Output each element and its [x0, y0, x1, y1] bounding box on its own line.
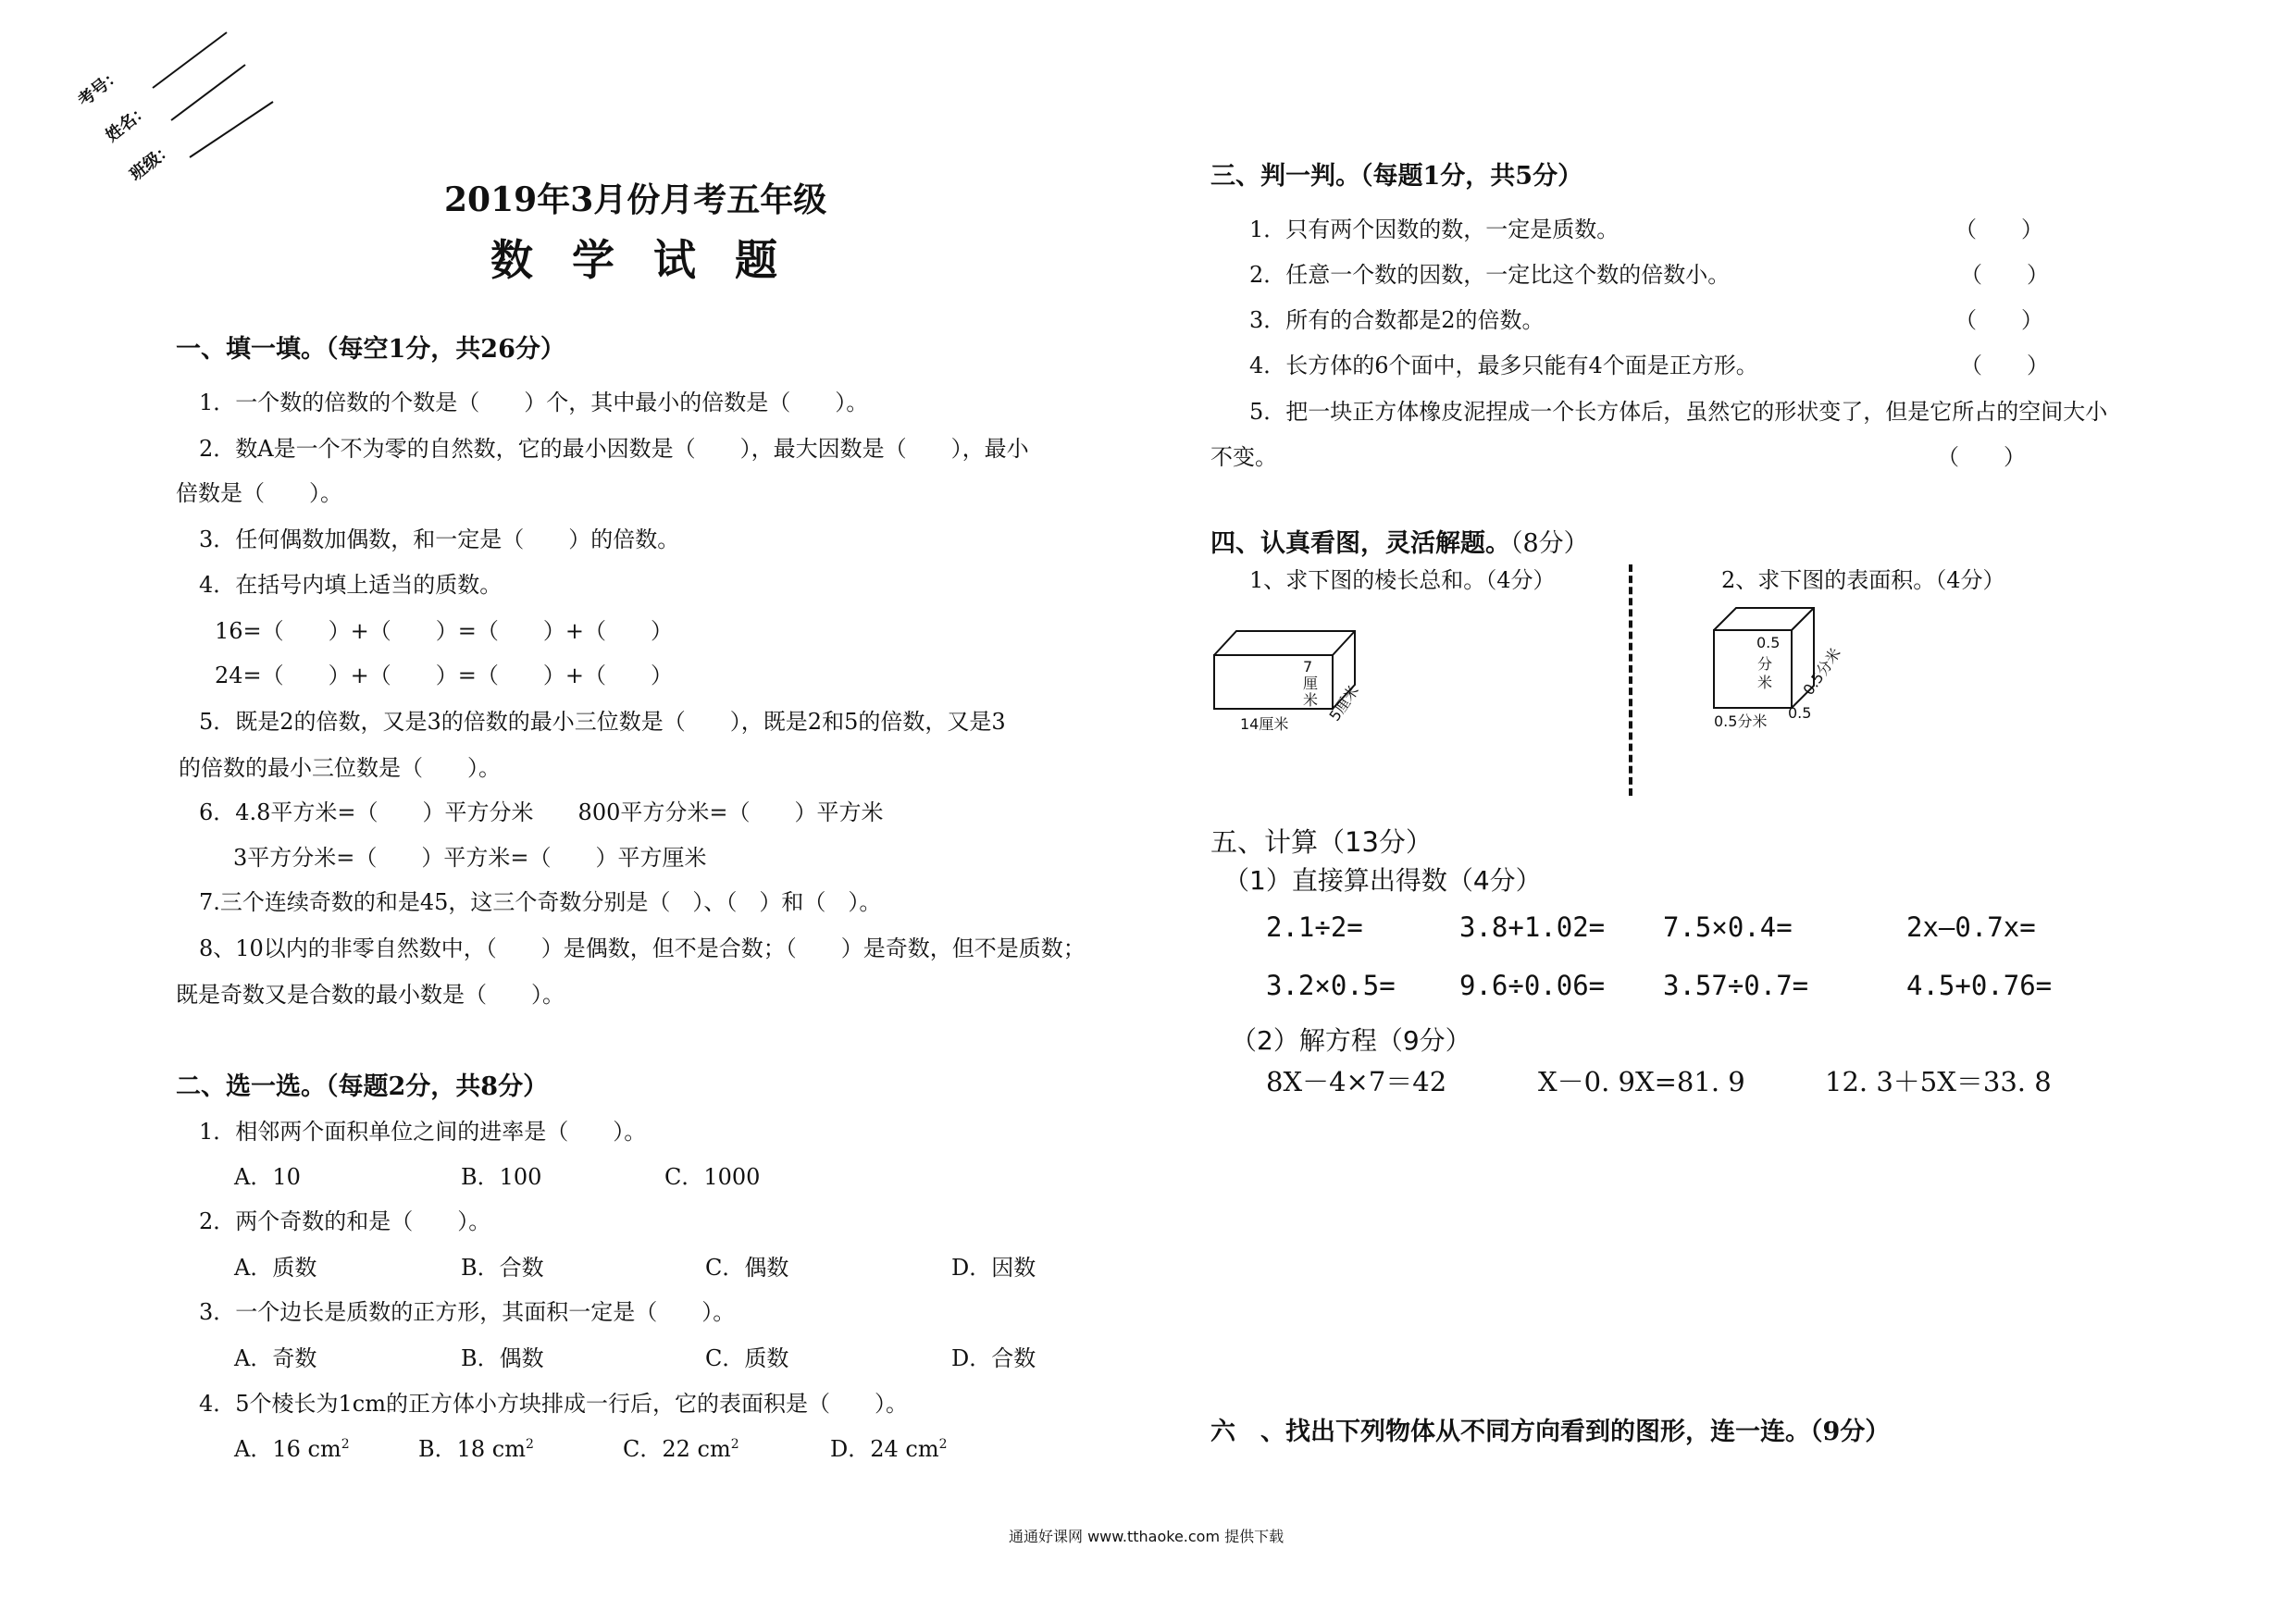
- s5-sub2: （2）解方程（9分）: [1231, 1025, 1471, 1056]
- s1-q1: 1．一个数的倍数的个数是（ ）个，其中最小的倍数是（ ）。: [199, 390, 869, 415]
- s3-item-1: 1．只有两个因数的数，一定是质数。: [1249, 217, 1620, 242]
- s1-q5a: 5．既是2的倍数，又是3的倍数的最小三位数是（ ），既是2和5的倍数，又是3: [199, 709, 1006, 735]
- s5-r2-c3: 3.57÷0.7=: [1663, 970, 1809, 1001]
- section4-heading: 四、认真看图，灵活解题。（8分）: [1210, 529, 1589, 558]
- s5-r2-c4: 4.5+0.76=: [1906, 970, 2053, 1001]
- cuboid-length-label: 14厘米: [1240, 715, 1289, 733]
- s2-q3: 3．一个边长是质数的正方形，其面积一定是（ ）。: [199, 1299, 736, 1325]
- s2-q4-opt-b: B．18 $cm^2$: [418, 1436, 534, 1462]
- s2-q3-opt-c: C．质数: [705, 1345, 789, 1371]
- s2-q2-opt-d: D．因数: [951, 1255, 1036, 1281]
- s2-q1-opt-c: C．1000: [664, 1164, 761, 1190]
- s5-eq-3: 12. 3＋5X＝33. 8: [1825, 1066, 2052, 1097]
- s5-r2-c2: 9.6÷0.06=: [1459, 970, 1606, 1001]
- s3-blank-3[interactable]: （ ）: [1955, 307, 2043, 333]
- class-label: 班级：: [126, 138, 178, 185]
- s2-q3-opt-a: A．奇数: [234, 1345, 317, 1371]
- s2-q4-opt-a: A．16 $cm^2$: [234, 1436, 350, 1462]
- divider-dashed: [1629, 564, 1632, 796]
- s1-q4: 4．在括号内填上适当的质数。: [199, 572, 503, 598]
- s5-r2-c1: 3.2×0.5=: [1266, 970, 1396, 1001]
- s1-q3: 3．任何偶数加偶数，和一定是（ ）的倍数。: [199, 527, 680, 552]
- cuboid-height-label: 7厘米: [1303, 658, 1319, 709]
- s2-q1-opt-a: A．10: [234, 1164, 301, 1190]
- s1-q4a: 16=（ ）+（ ）=（ ）+（ ）: [215, 618, 673, 644]
- s1-q5b: 的倍数的最小三位数是（ ）。: [179, 755, 501, 781]
- s3-item-2: 2．任意一个数的因数，一定比这个数的倍数小。: [1249, 262, 1731, 288]
- s2-q4-opt-c: C．22 $cm^2$: [623, 1436, 739, 1462]
- s5-r1-c2: 3.8+1.02=: [1459, 911, 1606, 943]
- s5-r1-c3: 7.5×0.4=: [1663, 911, 1793, 943]
- s3-item-3: 3．所有的合数都是2的倍数。: [1249, 307, 1545, 333]
- s5-r1-c1: 2.1÷2=: [1266, 911, 1363, 943]
- s1-q8b: 既是奇数又是合数的最小数是（ ）。: [176, 982, 565, 1008]
- s2-q1: 1．相邻两个面积单位之间的进率是（ ）。: [199, 1119, 647, 1145]
- section1-heading: 一、填一填。（每空1分，共26分）: [176, 335, 565, 364]
- s3-blank-2[interactable]: （ ）: [1960, 262, 2049, 288]
- s5-sub1: （1）直接算出得数（4分）: [1223, 865, 1542, 896]
- s2-q1-opt-b: B．100: [461, 1164, 542, 1190]
- s1-q8a: 8、10以内的非零自然数中，（ ）是偶数，但不是合数；（ ）是奇数，但不是质数；: [199, 935, 1086, 961]
- cuboid-figure: [1203, 620, 1388, 740]
- s3-item-5b: 不变。: [1210, 444, 1277, 470]
- section3-heading: 三、判一判。（每题1分，共5分）: [1210, 162, 1583, 191]
- s5-eq-1: 8X－4×7＝42: [1266, 1066, 1447, 1097]
- s2-q2: 2．两个奇数的和是（ ）。: [199, 1208, 491, 1234]
- s3-item-4: 4．长方体的6个面中，最多只能有4个面是正方形。: [1249, 353, 1758, 378]
- s3-blank-4[interactable]: （ ）: [1960, 353, 2049, 378]
- exam-id-label: 考号：: [74, 64, 126, 111]
- cuboid-width-label: 5厘米: [1325, 682, 1363, 725]
- binding-lines: [65, 19, 305, 204]
- s2-q2-opt-a: A．质数: [234, 1255, 317, 1281]
- s4-q1: 1、求下图的棱长总和。（4分）: [1249, 567, 1556, 593]
- s2-q4: 4．5个棱长为1cm的正方体小方块排成一行后，它的表面积是（ ）。: [199, 1391, 909, 1417]
- s1-q2a: 2．数A是一个不为零的自然数，它的最小因数是（ ），最大因数是（ ），最小: [199, 436, 1029, 462]
- s3-blank-1[interactable]: （ ）: [1955, 217, 2043, 242]
- s2-q3-opt-b: B．偶数: [461, 1345, 544, 1371]
- cube-side-unit-label: 分米: [1757, 655, 1773, 691]
- s3-blank-5[interactable]: （ ）: [1937, 444, 2026, 470]
- cube-top-label: 0.5: [1756, 634, 1781, 651]
- s1-q2b: 倍数是（ ）。: [176, 480, 342, 506]
- s5-eq-2: X－0. 9X=81. 9: [1538, 1066, 1745, 1097]
- exam-title: 2019年3月份月考五年级: [444, 180, 827, 219]
- s2-q3-opt-d: D．合数: [951, 1345, 1036, 1371]
- s2-q2-opt-b: B．合数: [461, 1255, 544, 1281]
- cube-right-label: 0.5分米: [1799, 644, 1844, 699]
- cube-bottom-right-label: 0.5: [1788, 704, 1812, 722]
- s3-item-5a: 5．把一块正方体橡皮泥捏成一个长方体后，虽然它的形状变了，但是它所占的空间大小: [1249, 399, 2108, 425]
- section6-heading: 六 、找出下列物体从不同方向看到的图形，连一连。（9分）: [1210, 1418, 1891, 1446]
- s1-q6a: 6．4.8平方米=（ ）平方分米 800平方分米=（ ）平方米: [199, 799, 884, 825]
- s1-q7: 7.三个连续奇数的和是45，这三个奇数分别是（ ）、（ ）和（ ）。: [199, 889, 882, 915]
- s5-r1-c4: 2x—0.7x=: [1906, 911, 2036, 943]
- cube-bottom-label: 0.5分米: [1714, 712, 1768, 730]
- s2-q4-opt-d: D．24 $cm^2$: [830, 1436, 948, 1462]
- section5-heading: 五、计算（13分）: [1210, 826, 1433, 858]
- s1-q6b: 3平方分米=（ ）平方米=（ ）平方厘米: [233, 845, 707, 871]
- footer-text: 通通好课网 www.tthaoke.com 提供下载: [1009, 1528, 1285, 1545]
- exam-subtitle: 数学试题: [490, 235, 816, 285]
- section2-heading: 二、选一选。（每题2分，共8分）: [176, 1072, 549, 1101]
- s2-q2-opt-c: C．偶数: [705, 1255, 789, 1281]
- name-label: 姓名：: [102, 99, 154, 146]
- s4-q2: 2、求下图的表面积。（4分）: [1721, 567, 2005, 593]
- s1-q4b: 24=（ ）+（ ）=（ ）+（ ）: [215, 663, 673, 688]
